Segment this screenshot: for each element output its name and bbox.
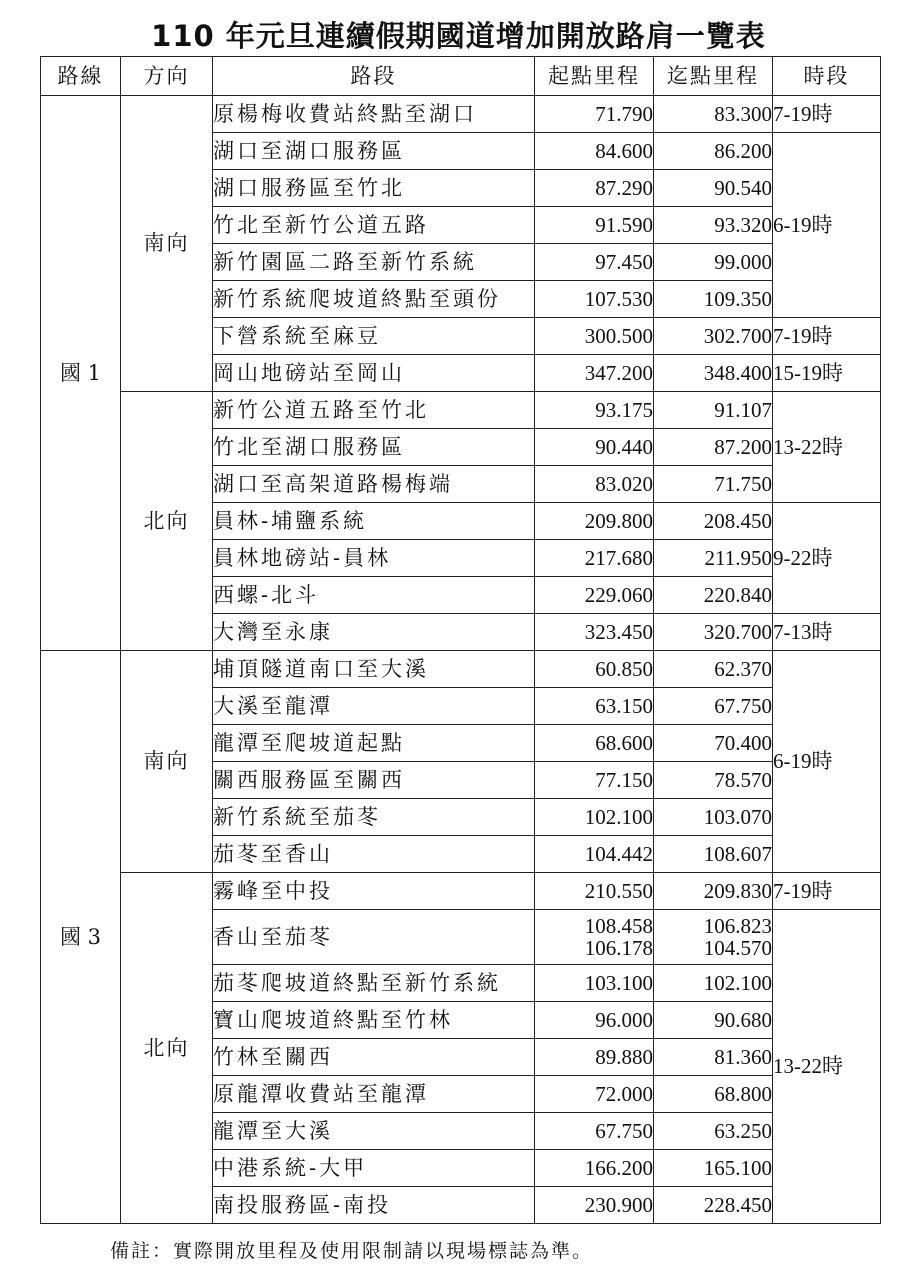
end-km-cell: 165.100	[654, 1150, 773, 1187]
time-unit: 時	[811, 545, 833, 570]
table-row	[41, 96, 881, 133]
table-row	[41, 392, 881, 429]
segment-cell: 大灣至永康	[213, 614, 535, 651]
time-cell	[773, 318, 881, 355]
start-km-cell: 71.790	[535, 96, 654, 133]
segment-cell: 員林地磅站-員林	[213, 540, 535, 577]
start-km-cell: 210.550	[535, 873, 654, 910]
time-unit: 時	[811, 212, 833, 237]
start-km-cell: 77.150	[535, 762, 654, 799]
segment-cell: 大溪至龍潭	[213, 688, 535, 725]
direction-cell: 南向	[121, 96, 213, 392]
time-unit: 時	[811, 323, 833, 348]
time-cell	[773, 503, 881, 614]
start-km-cell: 93.175	[535, 392, 654, 429]
time-range: 15-19	[773, 360, 822, 385]
start-km-value: 106.178	[584, 936, 653, 960]
segment-cell: 中港系統-大甲	[213, 1150, 535, 1187]
end-km-cell: 62.370	[654, 651, 773, 688]
start-km-cell: 102.100	[535, 799, 654, 836]
end-km-cell: 103.070	[654, 799, 773, 836]
start-km-cell: 96.000	[535, 1002, 654, 1039]
footnote: 備註：實際開放里程及使用限制請以現場標誌為準。	[110, 1240, 594, 1262]
header-end-km: 迄點里程	[654, 57, 773, 96]
end-km-cell: 71.750	[654, 466, 773, 503]
end-km-cell: 109.350	[654, 281, 773, 318]
table-row	[41, 651, 881, 688]
end-km-cell: 67.750	[654, 688, 773, 725]
start-km-cell: 166.200	[535, 1150, 654, 1187]
time-cell	[773, 651, 881, 873]
segment-cell: 香山至茄苳	[213, 910, 535, 965]
route-cell: 國 3	[41, 651, 121, 1224]
time-range: 13-22	[773, 1054, 822, 1079]
segment-cell: 埔頂隧道南口至大溪	[213, 651, 535, 688]
start-km-cell: 91.590	[535, 207, 654, 244]
segment-cell: 關西服務區至關西	[213, 762, 535, 799]
end-km-cell: 78.570	[654, 762, 773, 799]
end-km-cell: 220.840	[654, 577, 773, 614]
end-km-cell: 302.700	[654, 318, 773, 355]
end-km-cell: 91.107	[654, 392, 773, 429]
end-km-cell: 68.800	[654, 1076, 773, 1113]
start-km-cell: 209.800	[535, 503, 654, 540]
header-row	[41, 57, 881, 96]
time-unit: 時	[811, 619, 833, 644]
time-unit: 時	[822, 360, 843, 385]
time-cell	[773, 355, 881, 392]
segment-cell: 新竹園區二路至新竹系統	[213, 244, 535, 281]
header-start-km: 起點里程	[535, 57, 654, 96]
time-range: 13-22	[773, 434, 822, 459]
shoulder-schedule-table	[40, 56, 881, 1224]
end-km-cell: 348.400	[654, 355, 773, 392]
start-km-cell: 60.850	[535, 651, 654, 688]
segment-cell: 岡山地磅站至岡山	[213, 355, 535, 392]
segment-cell: 南投服務區-南投	[213, 1187, 535, 1224]
start-km-cell: 83.020	[535, 466, 654, 503]
end-km-cell: 86.200	[654, 133, 773, 170]
segment-cell: 湖口至高架道路楊梅端	[213, 466, 535, 503]
segment-cell: 原楊梅收費站終點至湖口	[213, 96, 535, 133]
end-km-cell: 87.200	[654, 429, 773, 466]
start-km-cell: 230.900	[535, 1187, 654, 1224]
segment-cell: 茄苳爬坡道終點至新竹系統	[213, 965, 535, 1002]
segment-cell: 龍潭至大溪	[213, 1113, 535, 1150]
start-km-cell: 217.680	[535, 540, 654, 577]
header-direction: 方向	[121, 57, 213, 96]
end-km-cell: 81.360	[654, 1039, 773, 1076]
time-unit: 時	[811, 749, 833, 774]
segment-cell: 下營系統至麻豆	[213, 318, 535, 355]
end-km-cell: 70.400	[654, 725, 773, 762]
start-km-cell: 72.000	[535, 1076, 654, 1113]
time-cell	[773, 392, 881, 503]
time-range: 6-19	[773, 749, 812, 774]
time-range: 9-22	[773, 545, 812, 570]
segment-cell: 竹林至關西	[213, 1039, 535, 1076]
end-km-value: 106.823	[703, 913, 772, 938]
direction-cell: 北向	[121, 392, 213, 651]
end-km-cell: 228.450	[654, 1187, 773, 1224]
segment-cell: 竹北至湖口服務區	[213, 429, 535, 466]
segment-cell: 原龍潭收費站至龍潭	[213, 1076, 535, 1113]
time-unit: 時	[811, 878, 833, 903]
start-km-cell: 89.880	[535, 1039, 654, 1076]
end-km-cell: 211.950	[654, 540, 773, 577]
time-range: 7-19	[773, 878, 812, 903]
direction-cell: 北向	[121, 873, 213, 1224]
route-cell: 國 1	[41, 96, 121, 651]
segment-cell: 茄苳至香山	[213, 836, 535, 873]
start-km-cell: 87.290	[535, 170, 654, 207]
end-km-value: 104.570	[703, 936, 772, 960]
header-time: 時段	[773, 57, 881, 96]
end-km-cell: 108.607	[654, 836, 773, 873]
end-km-cell: 209.830	[654, 873, 773, 910]
start-km-cell: 300.500	[535, 318, 654, 355]
segment-cell: 新竹系統至茄苳	[213, 799, 535, 836]
end-km-cell: 63.250	[654, 1113, 773, 1150]
end-km-cell: 93.320	[654, 207, 773, 244]
table-row	[41, 873, 881, 910]
segment-cell: 湖口服務區至竹北	[213, 170, 535, 207]
time-cell	[773, 910, 881, 1224]
direction-cell: 南向	[121, 651, 213, 873]
start-km-cell: 323.450	[535, 614, 654, 651]
end-km-cell: 99.000	[654, 244, 773, 281]
segment-cell: 竹北至新竹公道五路	[213, 207, 535, 244]
page-title: 110 年元旦連續假期國道增加開放路肩一覽表	[151, 19, 766, 53]
segment-cell: 霧峰至中投	[213, 873, 535, 910]
end-km-cell: 90.680	[654, 1002, 773, 1039]
end-km-cell: 102.100	[654, 965, 773, 1002]
segment-cell: 員林-埔鹽系統	[213, 503, 535, 540]
start-km-cell: 229.060	[535, 577, 654, 614]
segment-cell: 西螺-北斗	[213, 577, 535, 614]
time-range: 6-19	[773, 212, 812, 237]
start-km-cell: 63.150	[535, 688, 654, 725]
segment-cell: 新竹公道五路至竹北	[213, 392, 535, 429]
end-km-cell: 90.540	[654, 170, 773, 207]
start-km-cell	[535, 910, 654, 965]
start-km-cell: 97.450	[535, 244, 654, 281]
header-segment: 路段	[213, 57, 535, 96]
segment-cell: 新竹系統爬坡道終點至頭份	[213, 281, 535, 318]
start-km-cell: 104.442	[535, 836, 654, 873]
time-range: 7-19	[773, 323, 812, 348]
time-cell	[773, 96, 881, 133]
time-unit: 時	[822, 1054, 843, 1079]
end-km-cell: 320.700	[654, 614, 773, 651]
time-cell	[773, 133, 881, 318]
time-unit: 時	[822, 434, 843, 459]
time-range: 7-19	[773, 101, 812, 126]
start-km-value: 108.458	[584, 913, 653, 938]
start-km-cell: 67.750	[535, 1113, 654, 1150]
time-unit: 時	[811, 101, 833, 126]
end-km-cell: 83.300	[654, 96, 773, 133]
start-km-cell: 103.100	[535, 965, 654, 1002]
end-km-cell	[654, 910, 773, 965]
start-km-cell: 107.530	[535, 281, 654, 318]
time-cell	[773, 873, 881, 910]
start-km-cell: 90.440	[535, 429, 654, 466]
end-km-cell: 208.450	[654, 503, 773, 540]
header-route: 路線	[41, 57, 121, 96]
start-km-cell: 347.200	[535, 355, 654, 392]
time-range: 7-13	[773, 619, 812, 644]
segment-cell: 湖口至湖口服務區	[213, 133, 535, 170]
start-km-cell: 84.600	[535, 133, 654, 170]
segment-cell: 龍潭至爬坡道起點	[213, 725, 535, 762]
segment-cell: 寶山爬坡道終點至竹林	[213, 1002, 535, 1039]
time-cell	[773, 614, 881, 651]
start-km-cell: 68.600	[535, 725, 654, 762]
